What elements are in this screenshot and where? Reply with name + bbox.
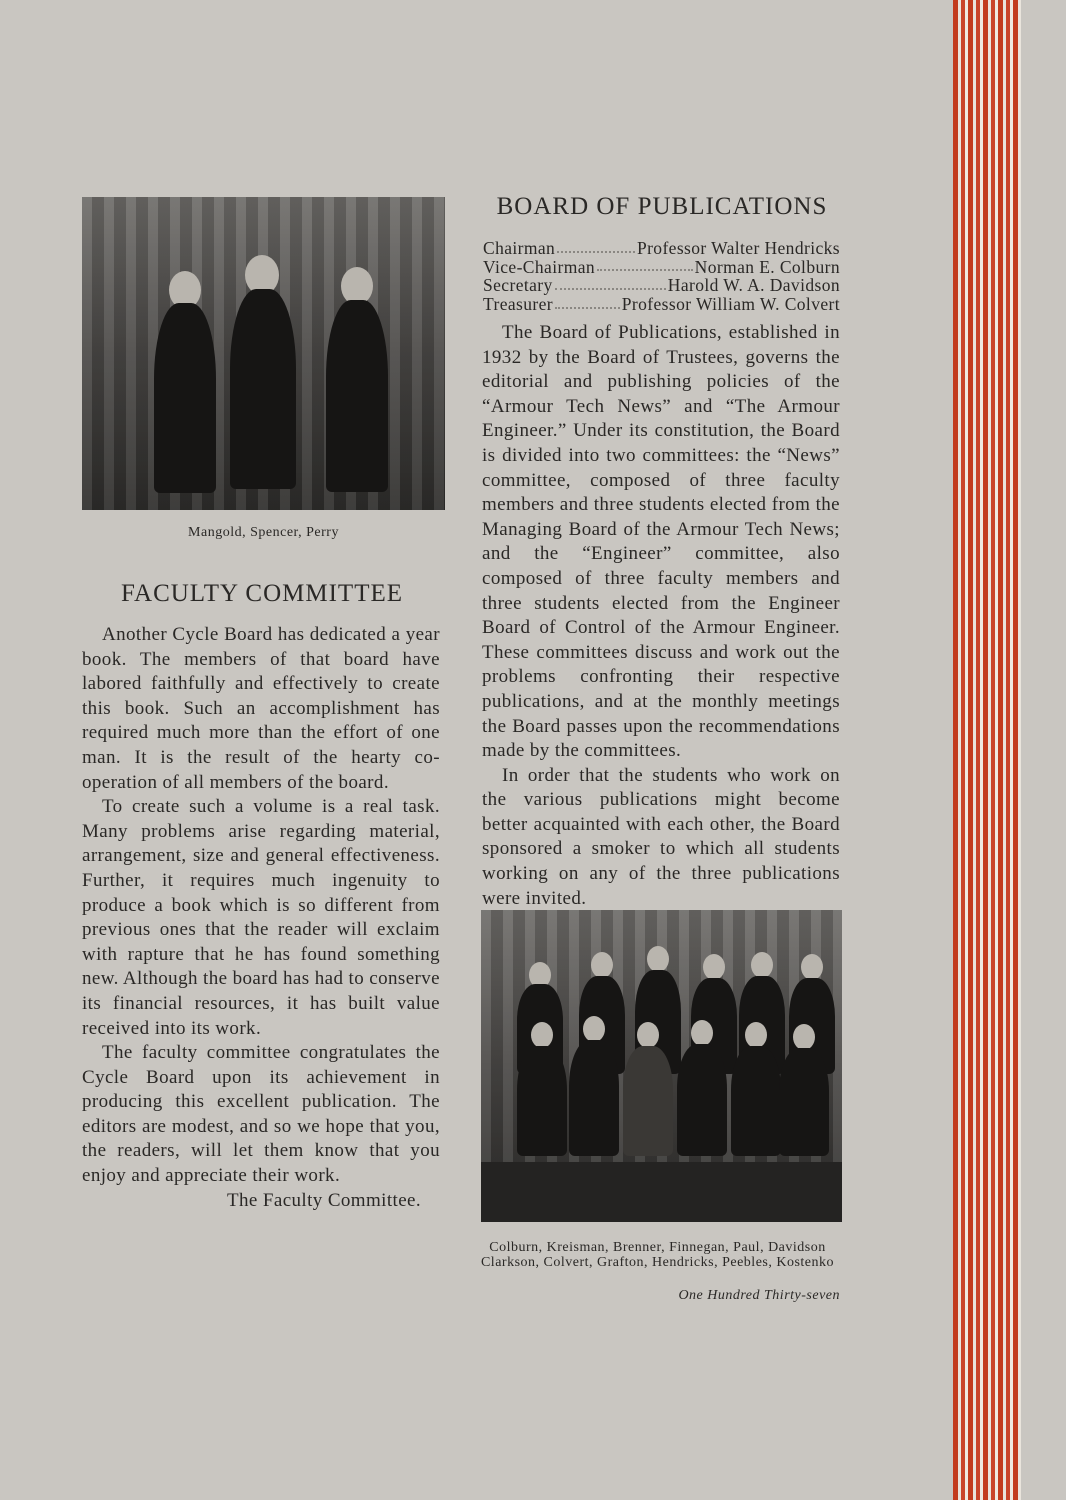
board-photo-caption xyxy=(470,1240,845,1270)
paragraph: In order that the students who work on the various publications might become better acquainted with each other, the Board sponsored a smoker to which all students working on any of the three publications were invited. xyxy=(482,764,840,909)
officer-row xyxy=(483,239,840,258)
paragraph: To create such a volume is a real task. Many problems arise regarding material, arrangement, size and general effectiveness. Further, it requires much ingenuity to produce a book which is so different from previous ones that the reader will exclaim with rapture that he has found something new. Although the board has had to conserve its financial resources, it has built value received into its work. xyxy=(82,796,440,1039)
paragraph: The faculty committee congratulates the Cycle Board upon its achievement in producing this excellent publication. The editors are modest, and so we hope that you, the readers, will let them know that you enjoy and appreciate their work. xyxy=(82,1042,440,1187)
caption-line: Clarkson, Colvert, Grafton, Hendricks, Peebles, Kostenko xyxy=(480,1255,835,1270)
board-of-publications-text xyxy=(482,321,840,911)
officers-list xyxy=(483,239,840,314)
officer-name: Norman E. Colburn xyxy=(694,256,840,277)
officer-row xyxy=(483,295,840,314)
paragraph: Another Cycle Board has dedicated a year book. The members of that board have labored faithfully and effectively to create this book. Such an accomplishment has required much more than the effort of one man. It is the result of the hearty co-operation of all members of the board. xyxy=(82,624,440,793)
officer-name: Professor William W. Colvert xyxy=(621,294,840,315)
officer-role: Vice-Chairman xyxy=(483,256,596,277)
officer-name: Harold W. A. Davidson xyxy=(667,275,840,296)
board-of-publications-heading: BOARD OF PUBLICATIONS xyxy=(496,193,828,220)
officer-row xyxy=(483,258,840,277)
officer-role: Treasurer xyxy=(483,294,554,315)
officer-role: Secretary xyxy=(483,275,553,296)
faculty-committee-heading: FACULTY COMMITTEE xyxy=(120,580,404,607)
faculty-committee-text xyxy=(82,623,440,1213)
caption-line: Colburn, Kreisman, Brenner, Finnegan, Paul, Davidson xyxy=(489,1240,826,1255)
faculty-committee-photo xyxy=(82,197,445,510)
officer-name: Professor Walter Hendricks xyxy=(636,238,840,258)
signature: The Faculty Committee. xyxy=(227,1189,422,1211)
officer-row xyxy=(483,276,840,295)
officer-role: Chairman xyxy=(483,238,556,258)
decorative-red-stripes xyxy=(953,0,1021,1500)
page-number: One Hundred Thirty-seven xyxy=(678,1288,840,1303)
faculty-photo-caption: Mangold, Spencer, Perry xyxy=(188,525,339,540)
board-group-photo xyxy=(481,910,842,1222)
paragraph: The Board of Publications, established in 1932 by the Board of Trustees, governs the editorial and publishing policies of the “Armour Tech News” and “The Armour Engineer.” Under its constitution, the Board is divided into two committees: the “News” committee, composed of three faculty members and three students elected from the Managing Board of the Armour Tech News; and the “Engineer” committee, also composed of three faculty members and three students elected from the Engineer Board of Control of the Armour Engineer. These committees discuss and work out the problems confronting their respective publications, and at the monthly meetings the Board passes upon the recommendations made by the committees. xyxy=(482,322,840,762)
